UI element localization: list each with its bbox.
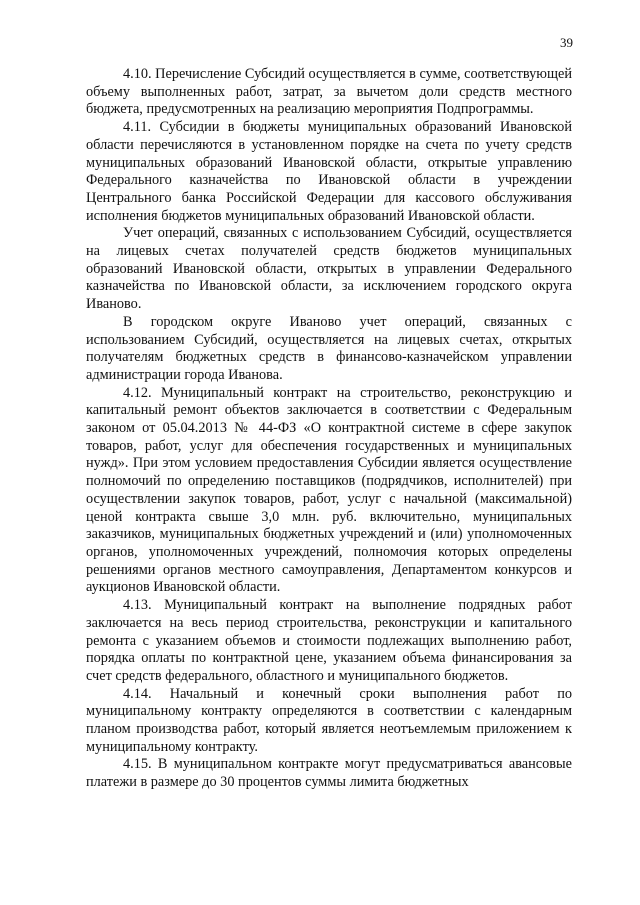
paragraph-ivanovo-city: В городском округе Иваново учет операций, связанных с использованием Субсидий, осуществляется на лицевых счетах, открытых получателям бюджетных средств в финансово-казначейском управлении администрации города Иванова. xyxy=(86,313,572,383)
paragraph-4-13: 4.13. Муниципальный контракт на выполнение подрядных работ заключается на весь период строительства, реконструкции и капитального ремонта с указанием объемов и стоимости подлежащих выполнению работ, порядка оплаты по контрактной цене, указанием объема финансирования за счет средств федерального, областного и муниципального бюджетов. xyxy=(86,597,572,684)
paragraph-4-10: 4.10. Перечисление Субсидий осуществляется в сумме, соответствующей объему выполненных работ, затрат, за вычетом доли средств местного бюджета, предусмотренных на реализацию мероприятия Подпрограммы. xyxy=(86,66,572,118)
page-number: 39 xyxy=(560,35,573,50)
paragraph-4-11: 4.11. Субсидии в бюджеты муниципальных образований Ивановской области перечисляются в установленном порядке на счета по учету средств муниципальных образований Ивановской области, открытые управлению Федерального казначейства по Ивановской области в учреждении Центрального банка Российской Федерации для кассового обслуживания исполнения бюджетов муниципальных образований Ивановской области. xyxy=(86,119,572,224)
paragraph-4-12: 4.12. Муниципальный контракт на строительство, реконструкцию и капитальный ремонт объектов заключается в соответствии с Федеральным законом от 05.04.2013 № 44-ФЗ «О контрактной системе в сфере закупок товаров, работ, услуг для обеспечения государственных и муниципальных нужд». При этом условием предоставления Субсидии является осуществление полномочий по определению поставщиков (подрядчиков, исполнителей) при осуществлении закупок товаров, работ, услуг с начальной (максимальной) ценой контракта свыше 3,0 млн. руб. включительно, муниципальных заказчиков, муниципальных бюджетных учреждений и (или) уполномоченных органов, уполномоченных учреждений, полномочия которых определены решениями органов местного самоуправления, Департаментом конкурсов и аукционов Ивановской области. xyxy=(86,384,572,596)
paragraph-4-15: 4.15. В муниципальном контракте могут предусматриваться авансовые платежи в размере до 30 процентов суммы лимита бюджетных xyxy=(86,756,572,791)
document-body xyxy=(86,66,572,792)
paragraph-accounting-operations: Учет операций, связанных с использованием Субсидий, осуществляется на лицевых счетах получателей средств бюджетов муниципальных образований Ивановской области, открытых в управлении Федерального казначейства по Ивановской области, за исключением городского округа Иваново. xyxy=(86,225,572,313)
paragraph-4-14: 4.14. Начальный и конечный сроки выполнения работ по муниципальному контракту определяются в соответствии с календарным планом производства работ, который является неотъемлемым приложением к муниципальному контракту. xyxy=(86,685,572,755)
